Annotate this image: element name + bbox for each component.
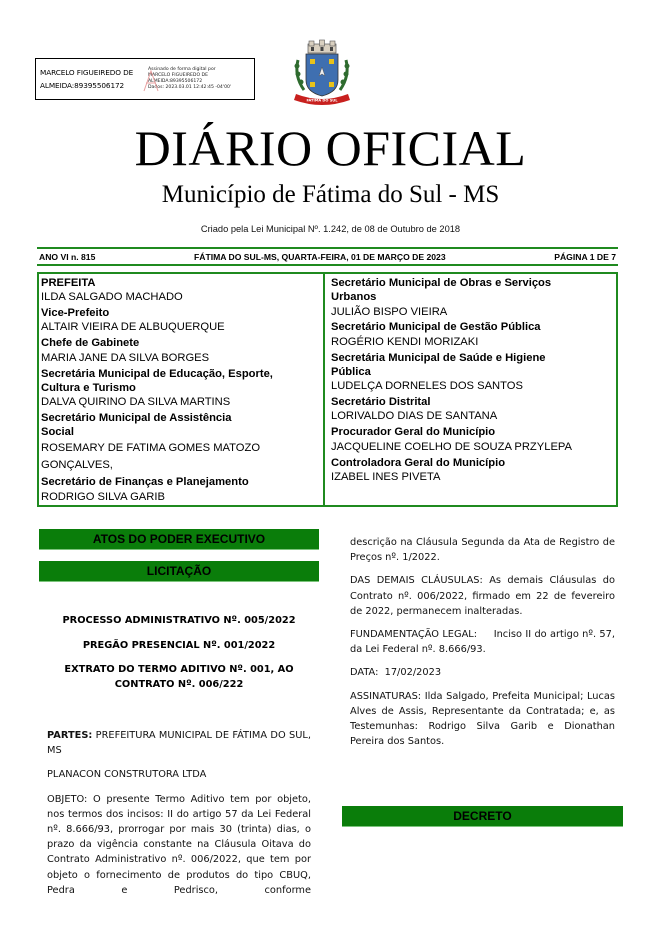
officials-box xyxy=(37,272,618,507)
auction-number-heading: PREGÃO PRESENCIAL Nº. 001/2022 xyxy=(82,640,276,651)
signature-detail-line: Dados: 2023.03.01 12:42:45 -04'00' xyxy=(148,85,232,91)
official-entry xyxy=(331,395,616,424)
official-entry xyxy=(41,411,323,474)
official-role: Secretário Municipal de Obras e Serviços Urbanos xyxy=(331,277,552,304)
section-header-decreto: DECRETO xyxy=(342,806,623,827)
legal-basis-paragraph: FUNDAMENTAÇÃO LEGAL: Inciso II do artigo nº. 57, da Lei Federal nº. 8.666/93. xyxy=(350,629,619,656)
official-role: Chefe de Gabinete xyxy=(41,337,140,350)
official-entry xyxy=(41,336,323,365)
official-role: Secretária Municipal de Saúde e Higiene Pública xyxy=(331,351,546,378)
official-name: RODRIGO SILVA GARIB xyxy=(41,490,165,503)
newspaper-title: DIÁRIO OFICIAL xyxy=(134,120,527,176)
issue-number: ANO VI n. 815 xyxy=(39,251,96,262)
official-role: Secretária Municipal de Educação, Esporte, Cultura e Turismo xyxy=(41,367,273,394)
newspaper-subtitle: Município de Fátima do Sul - MS xyxy=(161,181,500,208)
contractor-paragraph: PLANACON CONSTRUTORA LTDA xyxy=(47,769,207,781)
official-entry xyxy=(41,276,323,305)
official-role: Secretário Distrital xyxy=(331,396,431,409)
official-name: LORIVALDO DIAS DE SANTANA xyxy=(331,410,498,423)
svg-text:FÁTIMA DO SUL: FÁTIMA DO SUL xyxy=(306,98,338,103)
official-entry xyxy=(41,306,323,335)
article-body-right xyxy=(350,535,619,758)
edition-date: FÁTIMA DO SUL-MS, QUARTA-FEIRA, 01 DE MARÇO DE 2023 xyxy=(193,251,446,262)
signer-name-line2: ALMEIDA:89395506172 xyxy=(40,81,125,90)
signature-check-icon xyxy=(142,69,160,93)
official-role: Procurador Geral do Município xyxy=(331,426,496,439)
signatures-paragraph: ASSINATURAS: Ilda Salgado, Prefeita Municipal; Lucas Alves de Assis, Representante da Contratada; e, as Testemunhas: Rodrigo Silva Garib e Dionathan Pereira dos Santos. xyxy=(350,690,615,748)
section-header-executivo: ATOS DO PODER EXECUTIVO xyxy=(39,529,319,550)
official-name: ILDA SALGADO MACHADO xyxy=(41,291,183,304)
official-name: ROSEMARY DE FATIMA GOMES MATOZO GONÇALVES, xyxy=(41,441,261,471)
official-entry xyxy=(331,351,616,394)
official-name: ROGÉRIO KENDI MORIZAKI xyxy=(331,335,479,348)
official-role: Secretário Municipal de Assistência Social xyxy=(41,412,232,439)
official-role: Controladora Geral do Município xyxy=(331,456,506,469)
official-name: ALTAIR VIEIRA DE ALBUQUERQUE xyxy=(41,321,225,334)
municipal-coat-of-arms-icon xyxy=(288,38,356,106)
parties-label: PARTES: xyxy=(47,730,93,741)
official-role: Vice-Prefeito xyxy=(41,307,110,320)
official-entry xyxy=(41,475,323,504)
process-number-heading: PROCESSO ADMINISTRATIVO Nº. 005/2022 xyxy=(62,615,296,626)
date-paragraph: DATA: 17/02/2023 xyxy=(350,667,442,679)
officials-column-left xyxy=(39,274,325,505)
edition-bar xyxy=(37,247,618,266)
signature-detail-line: ALMEIDA:89395506172 xyxy=(148,79,203,84)
creation-law-note: Criado pela Lei Municipal Nº. 1.242, de 08 de Outubro de 2018 xyxy=(200,224,461,234)
official-name: JULIÃO BISPO VIEIRA xyxy=(331,305,448,318)
officials-column-right xyxy=(325,274,616,505)
signature-detail-line: Assinado de forma digital por xyxy=(148,66,216,72)
official-entry xyxy=(331,456,616,485)
section-header-licitacao: LICITAÇÃO xyxy=(39,561,319,582)
digital-signature-stamp xyxy=(35,58,255,100)
object-paragraph: OBJETO: O presente Termo Aditivo tem por objeto, nos termos dos incisos: II do artigo 57 da Lei Federal nº. 8.666/93, prorrogar por mais 30 (trinta) dias, o prazo da vigência constante na Cláusula Oitava do Contrato Administrativo nº. 006/2022, que tem por objeto o fornecimento de produtos do tipo CBUQ, Pedra e Pedrisco, conforme xyxy=(47,793,311,896)
addendum-extract-heading: EXTRATO DO TERMO ADITIVO Nº. 001, AO CONTRATO Nº. 006/222 xyxy=(64,664,294,690)
article-body-left xyxy=(47,728,311,907)
signature-detail-line: MARCELO FIGUEIREDO DE xyxy=(148,72,208,78)
signer-name-line1: MARCELO FIGUEIREDO DE xyxy=(40,68,134,77)
page-indicator: PÁGINA 1 DE 7 xyxy=(554,251,616,262)
official-name: JACQUELINE COELHO DE SOUZA PRZYLEPA xyxy=(331,440,573,453)
other-clauses-paragraph: DAS DEMAIS CLÁUSULAS: As demais Cláusulas do Contrato nº. 006/2022, firmado em 22 de fevereiro de 2022, permanecem inalteradas. xyxy=(350,575,615,617)
official-entry xyxy=(41,367,323,410)
official-entry xyxy=(331,276,616,319)
signature-details xyxy=(148,67,231,92)
official-name: IZABEL INES PIVETA xyxy=(331,470,441,483)
official-entry xyxy=(331,425,616,454)
official-name: DALVA QUIRINO DA SILVA MARTINS xyxy=(41,396,231,409)
official-role: PREFEITA xyxy=(41,277,96,289)
object-continuation-paragraph: descrição na Cláusula Segunda da Ata de Registro de Preços nº. 1/2022. xyxy=(350,537,615,564)
official-name: MARIA JANE DA SILVA BORGES xyxy=(41,351,210,364)
official-entry xyxy=(331,320,616,349)
parties-paragraph xyxy=(47,728,311,758)
official-role: Secretário de Finanças e Planejamento xyxy=(41,476,249,489)
parties-text: PREFEITURA MUNICIPAL DE FÁTIMA DO SUL, MS xyxy=(47,730,311,757)
official-role: Secretário Municipal de Gestão Pública xyxy=(331,321,541,334)
official-name: LUDELÇA DORNELES DOS SANTOS xyxy=(331,380,523,393)
signer-name xyxy=(40,66,146,92)
